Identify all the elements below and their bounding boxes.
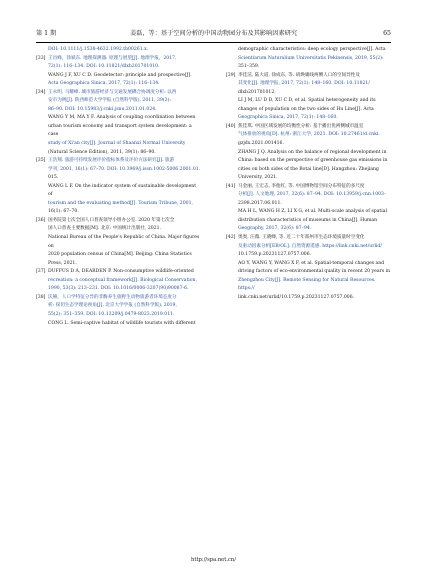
reference-text: tourism and the evaluating method[J]. Tourism Tribune, 2001, [48,200,193,206]
reference-text: WANG J F, XU C D. Geodetector: principle and prospective[J]. [48,72,192,78]
reference-line [226,191,391,200]
reference-text: study of Xi'an city[J]. Journal of Shaanxi Normal University [48,141,186,147]
reference-number: [34] [36,89,46,95]
reference-line [226,225,391,234]
reference-text: ZHANG J Q. Analysis on the balance of regional development in [238,149,387,155]
reference-line [36,46,201,55]
reference-line [226,157,391,166]
reference-text: 351–359. [238,64,260,70]
reference-line [36,106,201,115]
reference-text: Press, 2021. [48,260,77,266]
reference-line [226,183,391,192]
reference-line [226,106,391,115]
reference-line [226,294,391,303]
reference-text: cities on both sides of the Botai line[D]. Hangzhou: Zhejiang [238,166,379,172]
reference-entry [226,46,391,72]
footer-url[interactable]: http://spa.net.cn/ [191,557,236,563]
reference-number: [36] [36,217,46,223]
reference-line [226,166,391,175]
reference-line [226,277,391,294]
reference-text: Geographica Sinica, 2017, 72(1): 148–160. [238,115,338,121]
reference-text: DOI: 10.1111/j.1538-4632.1992.tb00261.x. [48,47,149,52]
reference-column-right [226,46,391,302]
reference-text: 析: 探切生态学理论视角[J]. 北京大学学报 (自然科学版), 2019, [48,303,177,309]
reference-line [226,234,391,243]
reference-line [226,55,391,64]
reference-line [226,140,391,149]
reference-line [226,217,391,226]
reference-text: 2398.2017.06.011. [238,200,282,206]
reference-text: WANG Y M, MA Y F. Analysis of coupling coordination between [48,115,196,121]
reference-line [226,80,391,89]
reference-number: [39] [226,72,236,78]
reference-text: 学刊, 2001, 16(1): 67–70. DOI: 10.3969/j.issn.1002-5006.2001.01. [48,166,201,172]
reference-entry [36,55,201,89]
reference-entry [36,89,201,157]
reference-entry [36,46,201,55]
reference-line [36,217,201,226]
reference-line [36,311,201,320]
reference-line [36,140,201,149]
reference-line [226,260,391,269]
reference-line [36,174,201,183]
reference-text: 李佳洁, 陆大道, 徐成东, 等. 胡焕庸线两侧人口的空间异性及 [238,72,360,78]
reference-text: Acta Geographica Sinica, 2017, 72(1): 116–134. [48,81,160,87]
reference-text: 其变化[J]. 地理学报, 2017, 72(1): 148–160. DOI: 10.11821/ [238,81,370,87]
reference-line [36,55,201,64]
reference-column-left [36,46,201,328]
reference-line [36,320,201,329]
reference-line [36,234,201,251]
reference-text: MA H L, WANG H Z, LI X G, et al. Multi-scale analysis of spatial [238,209,387,215]
reference-text: 2020 population census of China[M]. Beijing: China Statistics [48,252,192,258]
issue-label: 第 1 期 [36,30,57,37]
reference-text: WANG L F. On the indicator system of sustainable development of [48,183,197,198]
reference-entry [36,268,201,294]
reference-line [36,63,201,72]
reference-text: 国人口普查主要数据[M]. 北京: 中国统计出版社, 2021. [48,226,161,232]
reference-line [36,200,201,209]
reference-line [226,243,391,252]
reference-text: 马金丽, 王宏志, 李他红, 等. 中国博物馆空间分布特征的多尺度 [238,183,365,189]
reference-line [226,268,391,277]
reference-text: 气体排放的视角[D]. 杭州: 浙江大学, 2021. DOI: 10.27461/d.cnki. [238,132,380,138]
reference-line [226,208,391,217]
reference-text: 王永明, 马耀峰. 城市旅游经济与交通发展耦合协调度分析: 以西 [48,89,177,95]
reference-text: 86–90. DOI: 10.15983/j.cnki.jsnu.2011.01.024. [48,106,157,112]
reference-text: changes of population on the two sides of Hu Line[J]. Acta [238,106,374,112]
reference-text: 王昌峰，徐斌东. 地理探测器: 原理与展望[J]. 地理学报，2017, [48,55,177,61]
reference-text: AO Y, WANG Y, WANG X F, et al. Spatial-temporal changes and [238,260,385,266]
reference-line [36,72,201,81]
reference-line [36,80,201,89]
reference-text: Geography, 2017, 32(6): 87–94. [238,226,312,232]
reference-line [36,166,201,175]
reference-text: 10.1759.p.20231127.0757.006. [238,252,312,258]
reference-text: driving factors of eco-environmental quality in recent 20 years in [238,269,391,275]
reference-text: (Natural Science Edition), 2011, 39(1): 86–90. [48,149,156,155]
reference-text: distribution characteristics of museums in China[J]. Human [238,217,378,223]
reference-text: 沃赫，人口学特征分异的非酶养生旅野生动物旅游者环境态度分 [48,294,177,300]
reference-line [226,131,391,140]
header-rule [36,42,391,43]
reference-line [36,285,201,294]
reference-line [226,97,391,106]
reference-text: 安市为例[J]. 陕西师范大学学报 (自然科学版), 2011, 39(3): [48,98,171,104]
reference-text: gzjdx.2021.001416. [238,141,284,147]
reference-line [36,123,201,140]
reference-text: 分析[J]. 人文地理, 2017, 32(6): 87–94. DOI: 10.13959/j.cnn.1003- [238,192,386,198]
reference-number: [41] [226,183,236,189]
reference-line [36,260,201,269]
reference-line [226,89,391,98]
reference-text: dlxb201701012. [238,89,276,95]
reference-text: demographic characteristics: deep ecology perspective[J]. Acta [238,47,386,52]
reference-text: urban tourism economy and transport system development: a case [48,123,192,138]
reference-text: 55(2): 351–359. DOI: 10.13209/j.0479-8023.2019.011. [48,311,175,317]
reference-line [36,208,201,217]
reference-line [36,268,201,277]
reference-text: LI J M, LU D D, XU C D, et al. Spatial heterogeneity and its [238,98,376,104]
reference-text: 王浩翔. 旅游可持续发展评价指标体系及评价方法研究[J]. 旅游 [48,158,175,164]
reference-line [36,114,201,123]
reference-line [226,63,391,72]
reference-text: China: based on the perspective of greenhouse gas emissions in [238,158,388,164]
reference-text: 1990, 53(3): 213–231. DOI: 10.1016/0006-3207(90)90087-6. [48,286,189,292]
running-header [36,28,391,40]
reference-entry [36,217,201,268]
reference-line [226,114,391,123]
page-number: 65 [383,30,391,37]
reference-line [36,149,201,158]
reference-line [36,277,201,286]
reference-entry [226,72,391,123]
reference-text: National Bureau of the People's Republic of China. Major figures on [48,235,200,249]
reference-text: link.cnki.net/urlid/10.1759.p.20231127.0757.006. [238,294,355,300]
reference-line [36,89,201,98]
reference-line [226,251,391,260]
reference-number: [42] [226,235,236,241]
reference-line [226,46,391,55]
reference-text: Scientiarum Naturalium Universitatis Pekinensis, 2019, 55(2): [238,55,384,61]
reference-text: University, 2021. [238,175,278,181]
reference-number: [40] [226,123,236,129]
reference-text: 16(1): 67–70. [48,209,79,215]
reference-number: [33] [36,55,46,61]
reference-line [226,200,391,209]
reference-number: [37] [36,269,46,275]
reference-text: 及驱动因素分析[EB/OL]. 自然资源遥感. https://link.cnki.net/urlid/ [238,243,382,249]
reference-line [226,174,391,183]
running-title: 姜磊，等：基于空间分析的中国动物园分布及其影响因素研究 [129,30,298,37]
reference-text: 国务院第七次全国人口普查领导小组办公室. 2020 年第七次全 [48,217,175,223]
reference-text: recreation: a conceptual framework[J]. Biological Conservation, [48,277,197,283]
reference-line [36,97,201,106]
reference-line [36,294,201,303]
reference-text: Zhengzhou City[J]. Remote Sensing for Natural Resources. https:// [238,277,376,292]
reference-entry [226,234,391,302]
reference-line [226,123,391,132]
reference-text: 奥奥, 汪薇, 王晓峰, 等. 近二十年郑州市生态环境质量时空变化 [238,235,365,241]
reference-line [36,183,201,200]
reference-line [36,302,201,311]
reference-entry [226,183,391,234]
reference-text: CONG L. Semi-captive habitat of wildlife tourists with different [48,320,196,326]
reference-entry [36,294,201,328]
reference-line [36,225,201,234]
reference-text: 015. [48,175,59,181]
reference-number: [35] [36,158,46,164]
reference-line [36,157,201,166]
reference-number: [38] [36,294,46,300]
reference-text: 焦佳琪. 中国区域发展的均衡性分析: 基于播出优两侧城市温室 [238,123,364,129]
reference-entry [226,123,391,183]
reference-text: 72(1): 116–134. DOI: 10.11821/dlxb201701010. [48,64,160,70]
reference-entry [36,157,201,217]
reference-line [226,149,391,158]
reference-text: DUFFUS D A, DEARDEN P. Non-consumptive wildlife-oriented [48,269,194,275]
reference-line [36,251,201,260]
reference-line [226,72,391,81]
